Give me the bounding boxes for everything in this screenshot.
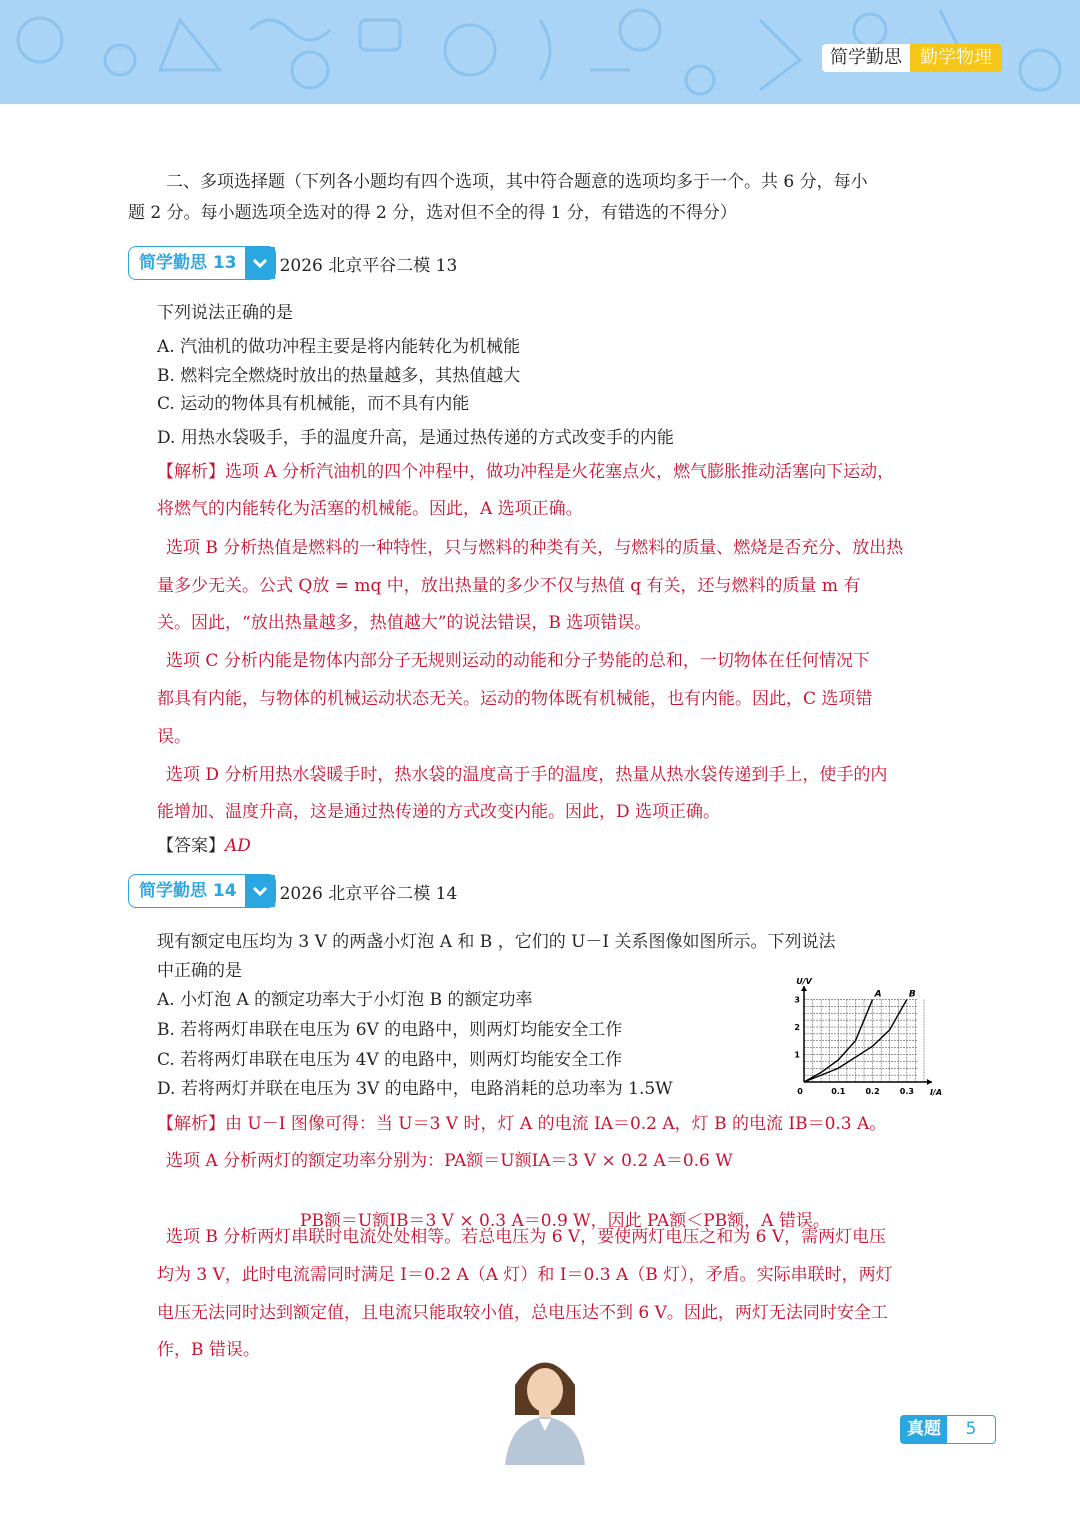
q13-header [128, 246, 457, 280]
q13-source: 2026 北京平谷二模 13 [279, 255, 458, 276]
section-title-2: 题 2 分。每小题选项全选对的得 2 分，选对但不全的得 1 分，有错选的不得分） [128, 203, 737, 223]
chevron-down-icon [245, 247, 275, 279]
teacher-avatar [495, 1345, 595, 1465]
brand-right: 勤学物理 [910, 44, 1002, 72]
q14-analysis-line: PB额＝U额IB＝3 V × 0.3 A＝0.9 W，因此 PA额＜PB额，A 错误。 [300, 1211, 830, 1231]
q13-tag-label: 简学勤思 13 [139, 253, 237, 273]
ui-chart [788, 977, 943, 1098]
x-tick-label: 0.2 [865, 1087, 880, 1096]
page-number: 5 [965, 1419, 977, 1439]
brand-left: 简学勤思 [822, 44, 910, 72]
q14-analysis-line: 选项 A 分析两灯的额定功率分别为：PA额＝U额IA＝3 V × 0.2 A＝0.6 W [166, 1151, 733, 1171]
q13-analysis-line: 都具有内能，与物体的机械运动状态无关。运动的物体既有机械能，也有内能。因此，C 选项错 [157, 689, 873, 709]
q14-option-c: C. 若将两灯串联在电压为 4V 的电路中，则两灯均能安全工作 [157, 1050, 623, 1070]
series-label-a: A [874, 989, 882, 1000]
q14-tag-label: 简学勤思 14 [139, 881, 237, 901]
q14-source: 2026 北京平谷二模 14 [279, 883, 458, 904]
series-label-b: B [908, 989, 916, 1000]
q13-option-a: A. 汽油机的做功冲程主要是将内能转化为机械能 [157, 337, 521, 357]
q13-option-d: D. 用热水袋吸手，手的温度升高，是通过热传递的方式改变手的内能 [157, 428, 674, 448]
x-axis-label: I/A [929, 1088, 943, 1097]
q13-analysis-line: 误。 [157, 727, 191, 747]
q14-analysis-line: 作，B 错误。 [157, 1340, 260, 1360]
q13-answer [157, 836, 953, 856]
q14-tag [128, 874, 276, 908]
q14-stem-1: 现有额定电压均为 3 V 的两盏小灯泡 A 和 B ，它们的 U－I 关系图像如图所示。下列说法 [157, 932, 836, 952]
header-banner [0, 0, 1080, 104]
q13-analysis-line: 选项 B 分析热值是燃料的一种特性，只与燃料的种类有关，与燃料的质量、燃烧是否充分、放出热 [166, 538, 904, 558]
y-tick-label: 3 [794, 995, 800, 1005]
x-tick-label: 0.1 [831, 1087, 846, 1096]
answer-label: 【答案】 [157, 836, 225, 856]
x-tick-label: 0.3 [899, 1087, 914, 1096]
y-axis-arrow [801, 986, 807, 991]
q14-header [128, 874, 457, 908]
q14-option-b: B. 若将两灯串联在电压为 6V 的电路中，则两灯均能安全工作 [157, 1020, 623, 1040]
chevron-down-icon [245, 875, 275, 907]
q14-analysis-line: 选项 B 分析两灯串联时电流处处相等。若总电压为 6 V，要使两灯电压之和为 6 V，需两灯电压 [166, 1227, 887, 1247]
page-tag [900, 1415, 996, 1444]
q13-analysis-line: 能增加、温度升高，这是通过热传递的方式改变内能。因此，D 选项正确。 [157, 802, 721, 822]
q14-stem-2: 中正确的是 [157, 961, 242, 981]
q13-analysis-line: 选项 C 分析内能是物体内部分子无规则运动的动能和分子势能的总和，一切物体在任何情况下 [166, 651, 870, 671]
origin-label: 0 [797, 1087, 803, 1096]
q14-option-a: A. 小灯泡 A 的额定功率大于小灯泡 B 的额定功率 [157, 990, 533, 1010]
q13-option-b: B. 燃料完全燃烧时放出的热量越多，其热值越大 [157, 366, 521, 386]
q14-analysis-line: 【解析】由 U－I 图像可得：当 U＝3 V 时，灯 A 的电流 IA＝0.2 A，灯 B 的电流 IB＝0.3 A。 [157, 1114, 887, 1134]
brand-badge [822, 44, 1002, 72]
q13-option-c: C. 运动的物体具有机械能，而不具有内能 [157, 394, 470, 414]
q14-analysis-line: 电压无法同时达到额定值，且电流只能取较小值，总电压达不到 6 V。因此，两灯无法同时安全工 [157, 1303, 888, 1323]
q13-analysis-line: 量多少无关。公式 Q放 = mq 中，放出热量的多少不仅与热值 q 有关，还与燃料的质量 m 有 [157, 576, 861, 596]
y-axis-label: U/V [796, 977, 812, 986]
q14-option-d: D. 若将两灯并联在电压为 3V 的电路中，电路消耗的总功率为 1.5W [157, 1079, 673, 1099]
q13-analysis-line: 将燃气的内能转化为活塞的机械能。因此，A 选项正确。 [157, 499, 583, 519]
y-tick-label: 2 [794, 1023, 800, 1032]
x-axis-arrow [927, 1079, 932, 1085]
q13-analysis-line: 选项 D 分析用热水袋暖手时，热水袋的温度高于手的温度，热量从热水袋传递到手上，使手的内 [166, 765, 888, 785]
q14-analysis-line: 均为 3 V，此时电流需同时满足 I＝0.2 A（A 灯）和 I＝0.3 A（B 灯），矛盾。实际串联时，两灯 [157, 1265, 893, 1285]
page-tag-label: 真题 [901, 1416, 947, 1443]
q13-stem: 下列说法正确的是 [157, 303, 293, 323]
answer-value: AD [225, 836, 251, 856]
y-tick-label: 1 [794, 1050, 800, 1060]
q13-analysis-line: 【解析】选项 A 分析汽油机的四个冲程中，做功冲程是火花塞点火，燃气膨胀推动活塞向下运动， [157, 462, 895, 482]
section-title: 二、多项选择题（下列各小题均有四个选项，其中符合题意的选项均多于一个。共 6 分，每小 [166, 172, 868, 192]
q13-tag [128, 246, 276, 280]
q13-analysis-line: 关。因此，“放出热量越多，热值越大”的说法错误，B 选项错误。 [157, 613, 652, 633]
